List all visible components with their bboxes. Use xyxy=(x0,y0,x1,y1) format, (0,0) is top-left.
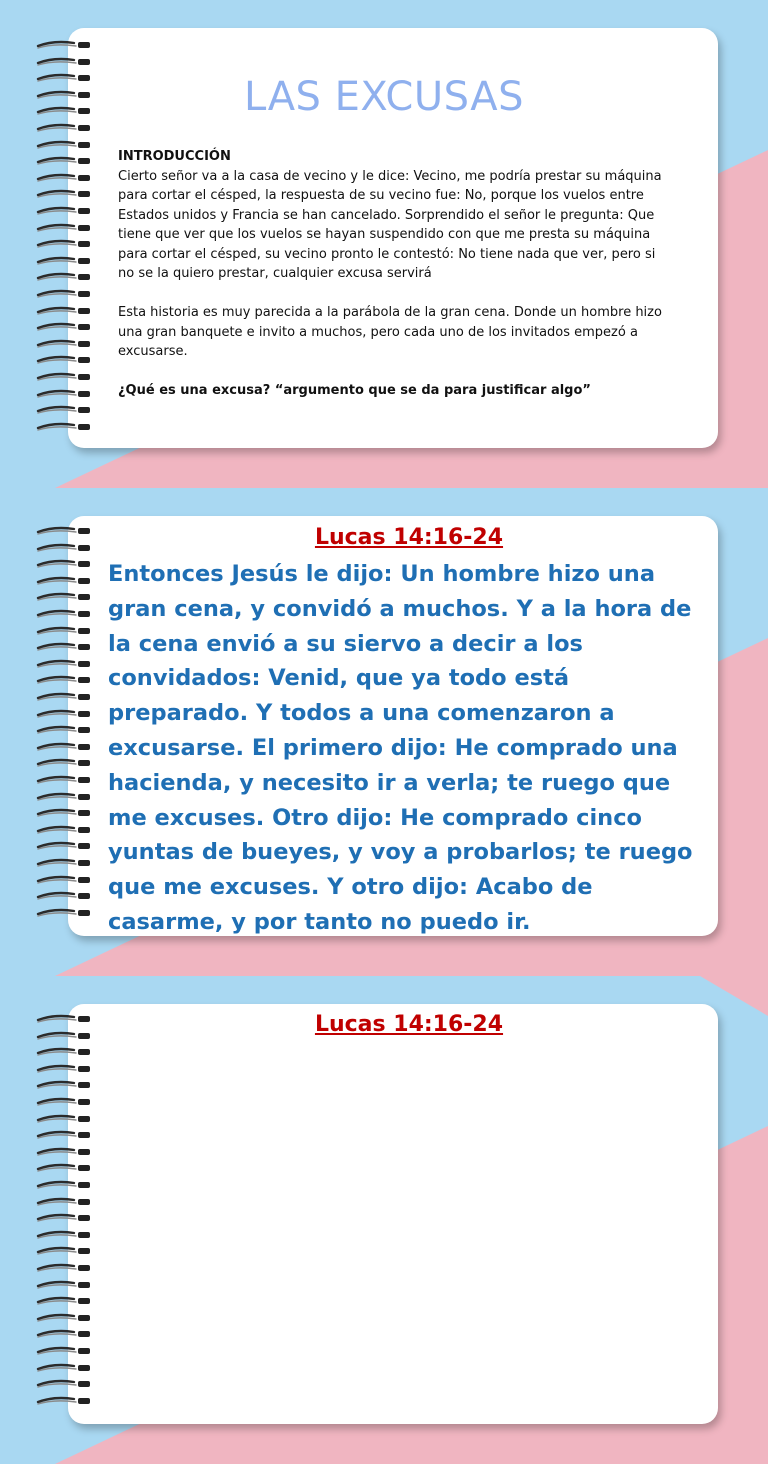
intro-text xyxy=(118,147,666,401)
spiral-ring xyxy=(34,1263,92,1273)
spiral-ring xyxy=(34,891,92,901)
spiral-ring xyxy=(34,256,92,266)
spiral-ring xyxy=(34,1064,92,1074)
spiral-ring xyxy=(34,758,92,768)
spiral-ring xyxy=(34,875,92,885)
spiral-ring xyxy=(34,1197,92,1207)
scripture-reference: Lucas 14:16-24 xyxy=(314,525,504,550)
spiral-ring xyxy=(34,355,92,365)
spiral-ring xyxy=(34,576,92,586)
spiral-ring xyxy=(34,140,92,150)
slide-3 xyxy=(0,976,768,1464)
spiral-ring xyxy=(34,206,92,216)
spiral-ring xyxy=(34,372,92,382)
spiral-ring xyxy=(34,642,92,652)
spiral-ring xyxy=(34,626,92,636)
spiral-ring xyxy=(34,559,92,569)
spiral-ring xyxy=(34,592,92,602)
spiral-ring xyxy=(34,57,92,67)
spiral-ring xyxy=(34,841,92,851)
spiral-ring xyxy=(34,1163,92,1173)
spiral-ring xyxy=(34,659,92,669)
spiral-ring xyxy=(34,725,92,735)
spiral-ring xyxy=(34,775,92,785)
spiral-ring xyxy=(34,609,92,619)
spiral-ring xyxy=(34,1114,92,1124)
spiral-ring xyxy=(34,825,92,835)
spiral-ring xyxy=(34,289,92,299)
spiral-ring xyxy=(34,40,92,50)
intro-paragraph: Cierto señor va a la casa de vecino y le dice: Vecino, me podría prestar su máquina para cortar el césped, la respuesta de su vecino fue: No, porque los vuelos entre Estados unidos y Francia se han cancelado. Sorprendido el señor le pregunta: Que tiene que ver que los vuelos se hayan suspendido con que me presta su máquina para cortar el césped, su vecino pronto le contestó: No tiene nada que ver, pero si no se la quiero prestar, cualquier excusa servirá xyxy=(118,168,662,281)
spiral-ring xyxy=(34,189,92,199)
parable-paragraph: Esta historia es muy parecida a la parábola de la gran cena. Donde un hombre hizo una gran banquete e invito a muchos, pero cada uno de los invitados empezó a excusarse. xyxy=(118,305,662,359)
excuse-definition: ¿Qué es una excusa? “argumento que se da para justificar algo” xyxy=(118,383,591,398)
page-title: LAS EXCUSAS xyxy=(243,74,525,120)
spiral-ring xyxy=(34,1047,92,1057)
spiral-ring xyxy=(34,1296,92,1306)
spiral-ring xyxy=(34,1080,92,1090)
spiral-ring xyxy=(34,422,92,432)
spiral-ring xyxy=(34,389,92,399)
spiral-ring xyxy=(34,808,92,818)
spiral-ring xyxy=(34,1363,92,1373)
spiral-ring xyxy=(34,908,92,918)
spiral-ring xyxy=(34,1147,92,1157)
spiral-ring xyxy=(34,339,92,349)
spiral-ring xyxy=(34,1280,92,1290)
spiral-ring xyxy=(34,239,92,249)
spiral-ring xyxy=(34,858,92,868)
scripture-reference: Lucas 14:16-24 xyxy=(314,1012,504,1037)
spiral-ring xyxy=(34,322,92,332)
spiral-ring xyxy=(34,1097,92,1107)
spiral-ring xyxy=(34,1230,92,1240)
spiral-ring xyxy=(34,675,92,685)
spiral-ring xyxy=(34,1246,92,1256)
spiral-ring xyxy=(34,1213,92,1223)
spiral-ring xyxy=(34,405,92,415)
spiral-ring xyxy=(34,173,92,183)
spiral-ring xyxy=(34,692,92,702)
intro-heading: INTRODUCCIÓN xyxy=(118,149,231,164)
spiral-ring xyxy=(34,1329,92,1339)
spiral-ring xyxy=(34,223,92,233)
spiral-ring xyxy=(34,1180,92,1190)
spiral-ring xyxy=(34,1130,92,1140)
spiral-ring xyxy=(34,156,92,166)
spiral-ring xyxy=(34,1379,92,1389)
scripture-text: Entonces Jesús le dijo: Un hombre hizo una gran cena, y convidó a muchos. Y a la hora de la cena envió a su siervo a decir a los convidados: Venid, que ya todo está preparado. Y todos a una comenzaron a excusarse. El primero dijo: He comprado una hacienda, y necesito ir a verla; te ruego que me excuses. Otro dijo: He comprado cinco yuntas de bueyes, y voy a probarlos; te ruego que me excuses. Y otro dijo: Acabo de casarme, y por tanto no puedo ir. xyxy=(108,561,693,935)
spiral-ring xyxy=(34,742,92,752)
spiral-ring xyxy=(34,272,92,282)
spiral-ring xyxy=(34,709,92,719)
spiral-ring xyxy=(34,306,92,316)
spiral-ring xyxy=(34,123,92,133)
slide-1 xyxy=(0,0,768,488)
slide-2 xyxy=(0,488,768,976)
spiral-ring xyxy=(34,1313,92,1323)
spiral-ring xyxy=(34,1396,92,1406)
spiral-ring xyxy=(34,1346,92,1356)
spiral-ring xyxy=(34,792,92,802)
notebook-page xyxy=(68,1004,718,1424)
